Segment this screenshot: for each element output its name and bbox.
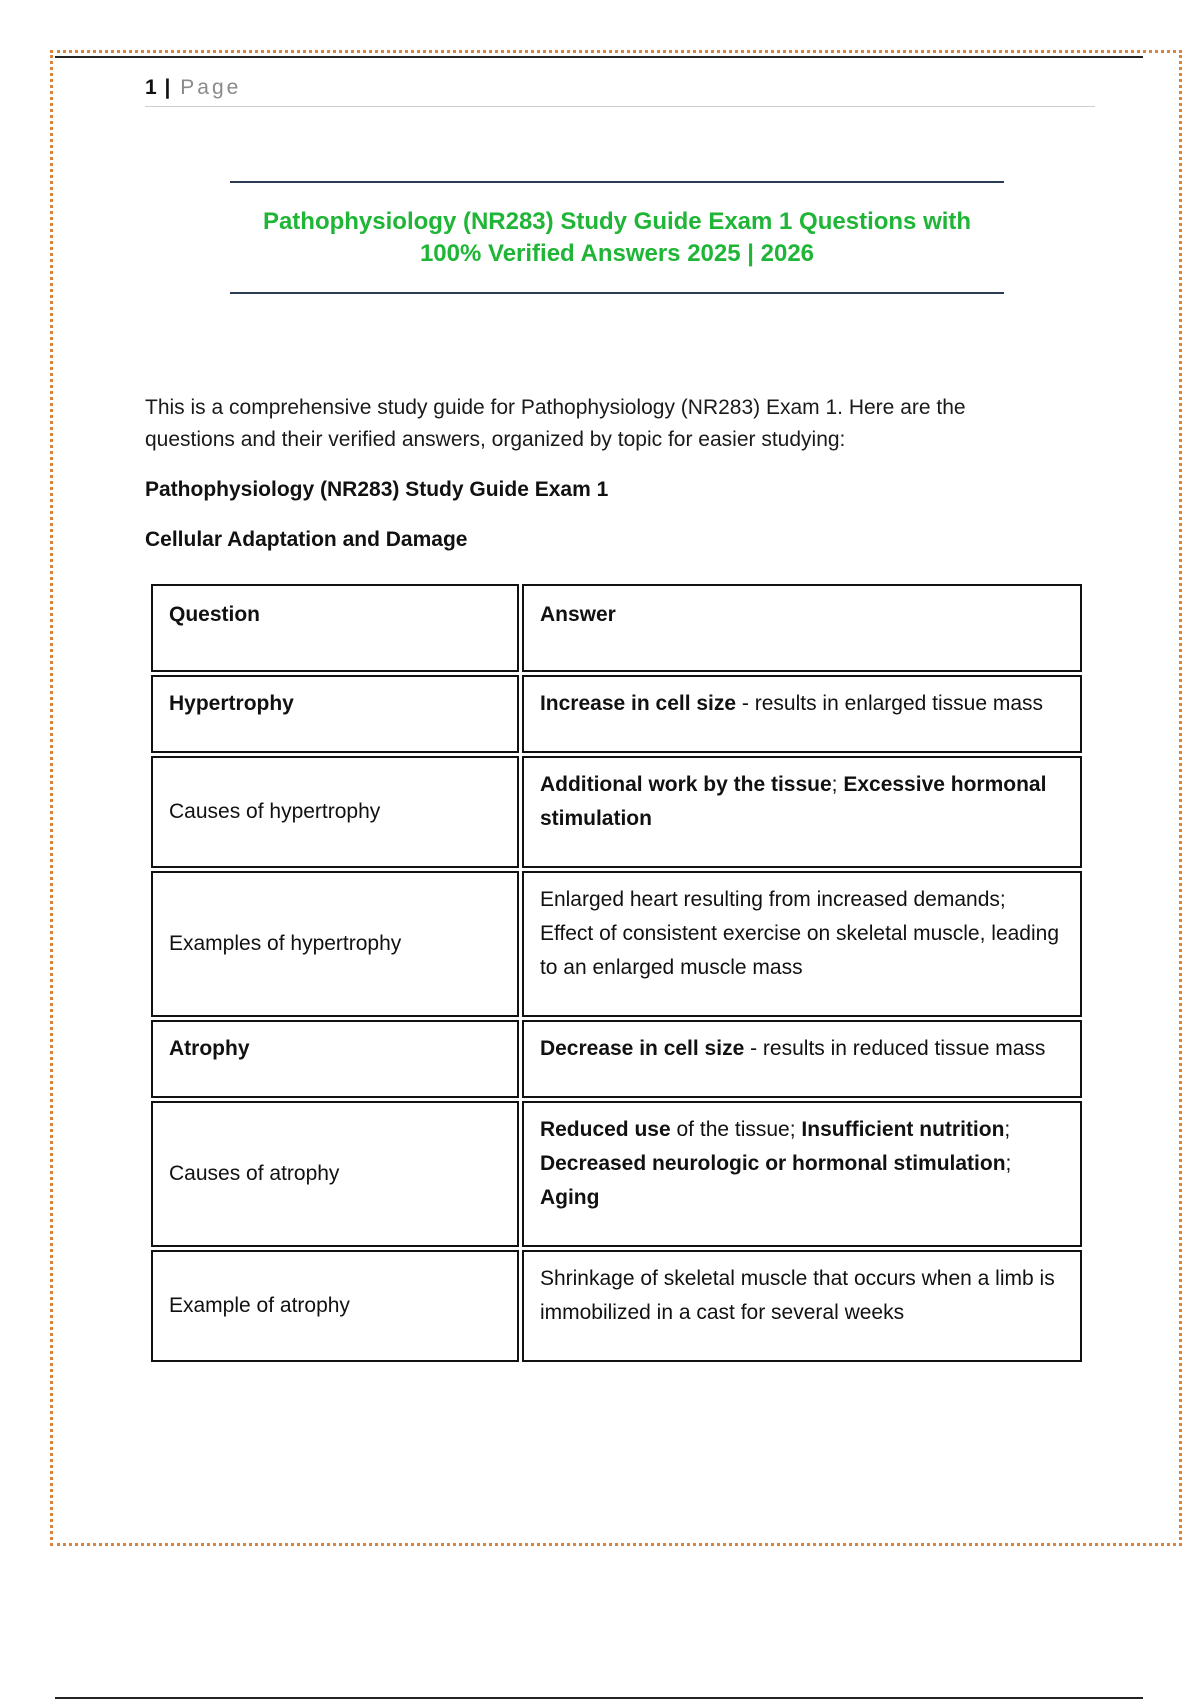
answer-bold: Decreased neurologic or hormonal stimulation <box>539 1152 1006 1175</box>
question-cell: Causes of atrophy <box>151 1101 519 1247</box>
answer-bold: Additional work by the tissue <box>539 773 832 796</box>
question-cell: Causes of hypertrophy <box>151 756 519 868</box>
document-title: Pathophysiology (NR283) Study Guide Exam 1 Questions with 100% Verified Answers 2025 | 2026 <box>262 207 972 267</box>
page-number: 1 <box>145 76 157 99</box>
column-header-answer: Answer <box>522 584 1082 672</box>
page-label: Page <box>180 76 242 99</box>
qa-table <box>148 581 1085 1365</box>
top-rule <box>55 56 1143 58</box>
table-row <box>151 675 1082 753</box>
table-row <box>151 1250 1082 1362</box>
answer-text: ; <box>1005 1152 1012 1175</box>
section-heading: Cellular Adaptation and Damage <box>145 528 468 551</box>
answer-text: ; <box>1004 1118 1011 1141</box>
column-header-question: Question <box>151 584 519 672</box>
answer-bold: Reduced use <box>539 1118 671 1141</box>
answer-cell <box>522 1101 1082 1247</box>
table-row <box>151 756 1082 868</box>
answer-cell: Enlarged heart resulting from increased demands; Effect of consistent exercise on skeletal muscle, leading to an enlarged muscle mass <box>522 871 1082 1017</box>
answer-cell: Shrinkage of skeletal muscle that occurs when a limb is immobilized in a cast for several weeks <box>522 1250 1082 1362</box>
page-header <box>145 76 1095 107</box>
answer-cell <box>522 1020 1082 1098</box>
answer-bold: Decrease in cell size <box>539 1037 745 1060</box>
question-cell: Hypertrophy <box>151 675 519 753</box>
page-separator: | <box>164 76 171 99</box>
answer-text: - results in enlarged tissue mass <box>736 692 1044 715</box>
table-row <box>151 871 1082 1017</box>
table-row <box>151 1020 1082 1098</box>
table-header-row <box>151 584 1082 672</box>
answer-bold: Aging <box>539 1186 600 1209</box>
answer-text: ; <box>831 773 844 796</box>
answer-bold: Excessive hormonal stimulation <box>539 773 1047 830</box>
answer-cell <box>522 756 1082 868</box>
question-cell: Examples of hypertrophy <box>151 871 519 1017</box>
title-block <box>230 181 1004 294</box>
answer-text: of the tissue; <box>670 1118 802 1141</box>
answer-bold: Increase in cell size <box>539 692 737 715</box>
question-cell: Atrophy <box>151 1020 519 1098</box>
answer-cell <box>522 675 1082 753</box>
answer-text: - results in reduced tissue mass <box>744 1037 1046 1060</box>
question-cell: Example of atrophy <box>151 1250 519 1362</box>
guide-heading: Pathophysiology (NR283) Study Guide Exam 1 <box>145 478 609 501</box>
intro-paragraph: This is a comprehensive study guide for Pathophysiology (NR283) Exam 1. Here are the questions and their verified answers, organized by topic for easier studying: <box>145 396 966 451</box>
table-row <box>151 1101 1082 1247</box>
bottom-rule <box>55 1697 1143 1699</box>
answer-bold: Insufficient nutrition <box>801 1118 1005 1141</box>
